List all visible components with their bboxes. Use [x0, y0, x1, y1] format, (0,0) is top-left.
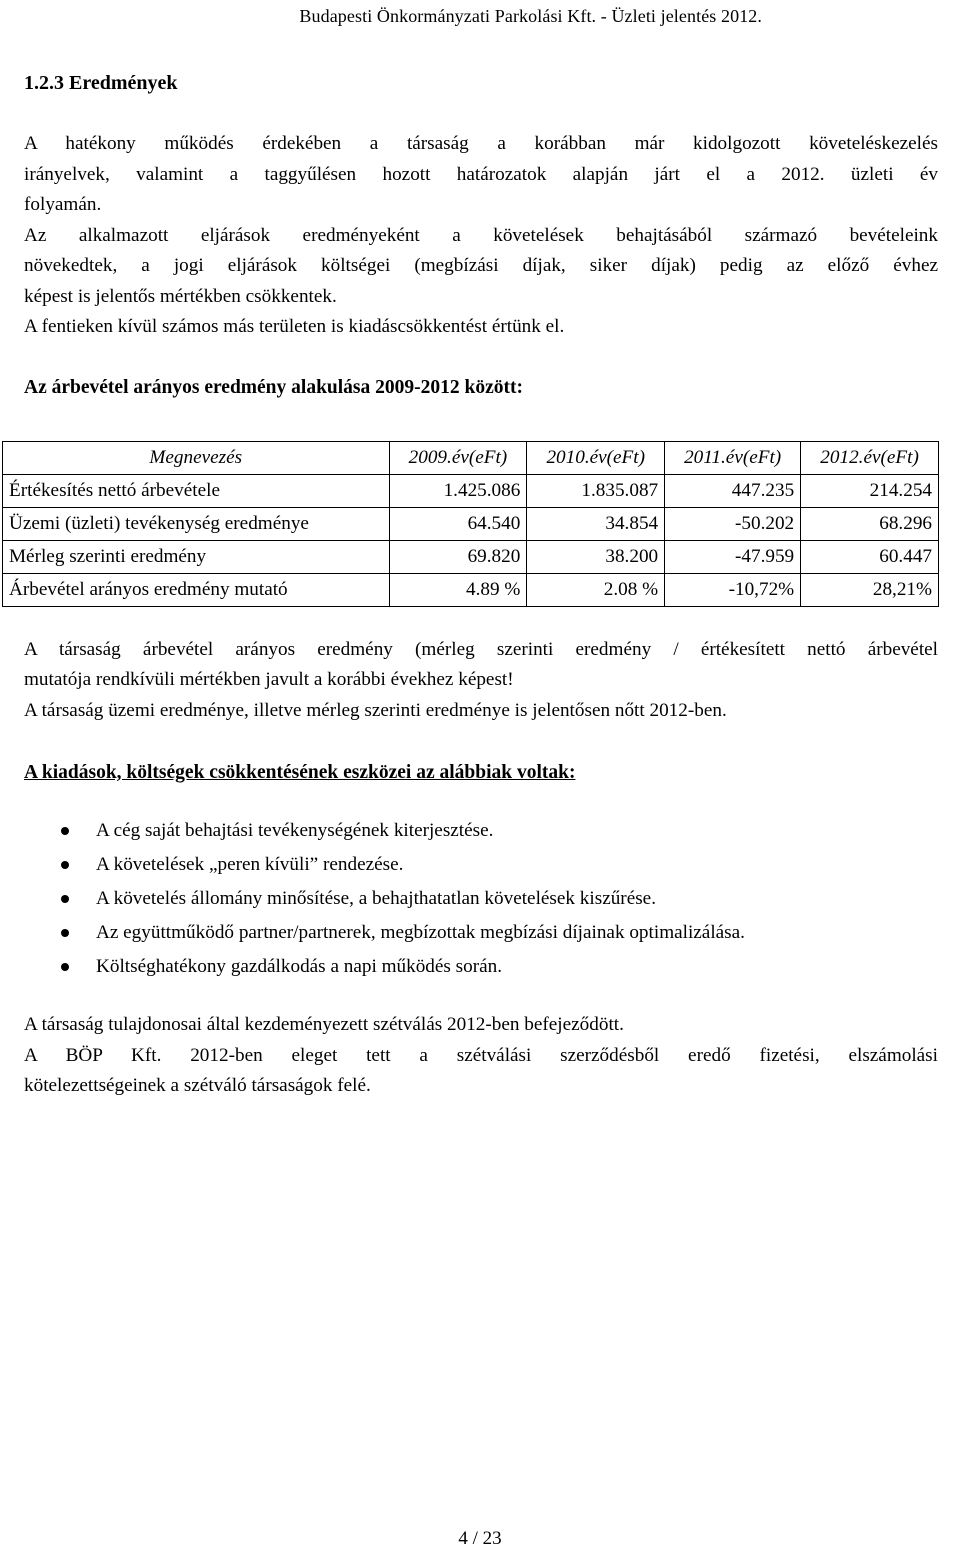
paragraph-line: irányelvek, valamint a taggyűlésen hozott határozatok alapján járt el a 2012. üzleti év [24, 163, 938, 185]
list-item: A követelés állomány minősítése, a behajthatatlan követelések kiszűrése. [24, 882, 938, 916]
page-header: Budapesti Önkormányzati Parkolási Kft. - Üzleti jelentés 2012. [299, 6, 762, 26]
cell-value: 447.235 [665, 474, 801, 507]
table-header-row [3, 441, 939, 474]
cell-value: 64.540 [389, 507, 527, 540]
cell-value: 60.447 [801, 540, 939, 573]
cell-value: -47.959 [665, 540, 801, 573]
column-header: 2010.év(eFt) [527, 441, 665, 474]
paragraph-line: A társaság üzemi eredménye, illetve mérleg szerinti eredménye is jelentősen nőtt 2012-ben. [24, 699, 727, 721]
table-row [3, 507, 939, 540]
results-table [2, 441, 939, 607]
cell-value: -10,72% [665, 573, 801, 606]
page-content [9, 72, 938, 1102]
paragraph-line: A társaság tulajdonosai által kezdeményezett szétválás 2012-ben befejeződött. [24, 1014, 624, 1035]
table-title: Az árbevétel arányos eredmény alakulása 2009-2012 között: [24, 376, 523, 398]
list-item: A követelések „peren kívüli” rendezése. [24, 848, 938, 882]
paragraph-line: A BÖP Kft. 2012-ben eleget tett a szétválási szerződésből eredő fizetési, elszámolási [24, 1044, 938, 1066]
paragraph-line: A hatékony működés érdekében a társaság a korábban már kidolgozott követeléskezelés [24, 133, 938, 154]
cell-value: 28,21% [801, 573, 939, 606]
paragraph-line: képest is jelentős mértékben csökkentek. [24, 285, 337, 307]
paragraph-line: mutatója rendkívüli mértékben javult a korábbi évekhez képest! [24, 669, 514, 690]
table-row [3, 474, 939, 507]
measures-list [24, 814, 938, 984]
cell-value: 2.08 % [527, 573, 665, 606]
page-number: 4 / 23 [458, 1528, 502, 1549]
paragraph-line: A társaság árbevétel arányos eredmény (mérleg szerinti eredmény / értékesített nettó árbevétel [24, 638, 938, 660]
list-title: A kiadások, költségek csökkentésének eszközei az alábbiak voltak: [24, 762, 576, 783]
paragraph-line: Az alkalmazott eljárások eredményeként a követelések behajtásából származó bevételeink [24, 224, 938, 246]
column-header: 2009.év(eFt) [389, 441, 527, 474]
cell-value: 34.854 [527, 507, 665, 540]
column-header: 2011.év(eFt) [665, 441, 801, 474]
paragraph-line: kötelezettségeinek a szétváló társaságok felé. [24, 1075, 371, 1096]
paragraph-line: növekedtek, a jogi eljárások költségei (megbízási díjak, siker díjak) pedig az előző évhez [24, 255, 938, 276]
row-label: Mérleg szerinti eredmény [3, 540, 390, 573]
column-header: Megnevezés [3, 441, 390, 474]
cell-value: 1.425.086 [389, 474, 527, 507]
row-label: Értékesítés nettó árbevétele [3, 474, 390, 507]
table-row [3, 573, 939, 606]
cell-value: 214.254 [801, 474, 939, 507]
closing-text [24, 1010, 938, 1102]
list-item: Az együttműködő partner/partnerek, megbízottak megbízási díjainak optimalizálása. [24, 916, 938, 950]
cell-value: 38.200 [527, 540, 665, 573]
row-label: Árbevétel arányos eredmény mutató [3, 573, 390, 606]
cell-value: -50.202 [665, 507, 801, 540]
paragraph-line: folyamán. [24, 194, 102, 215]
cell-value: 68.296 [801, 507, 939, 540]
column-header: 2012.év(eFt) [801, 441, 939, 474]
paragraph-line: A fentieken kívül számos más területen is kiadáscsökkentést értünk el. [24, 316, 565, 337]
section-title: 1.2.3 Eredmények [24, 72, 178, 94]
row-label: Üzemi (üzleti) tevékenység eredménye [3, 507, 390, 540]
list-item: Költséghatékony gazdálkodás a napi működés során. [24, 950, 938, 984]
after-table-text [24, 635, 938, 727]
table-row [3, 540, 939, 573]
cell-value: 4.89 % [389, 573, 527, 606]
cell-value: 1.835.087 [527, 474, 665, 507]
list-item: A cég saját behajtási tevékenységének kiterjesztése. [24, 814, 938, 848]
cell-value: 69.820 [389, 540, 527, 573]
